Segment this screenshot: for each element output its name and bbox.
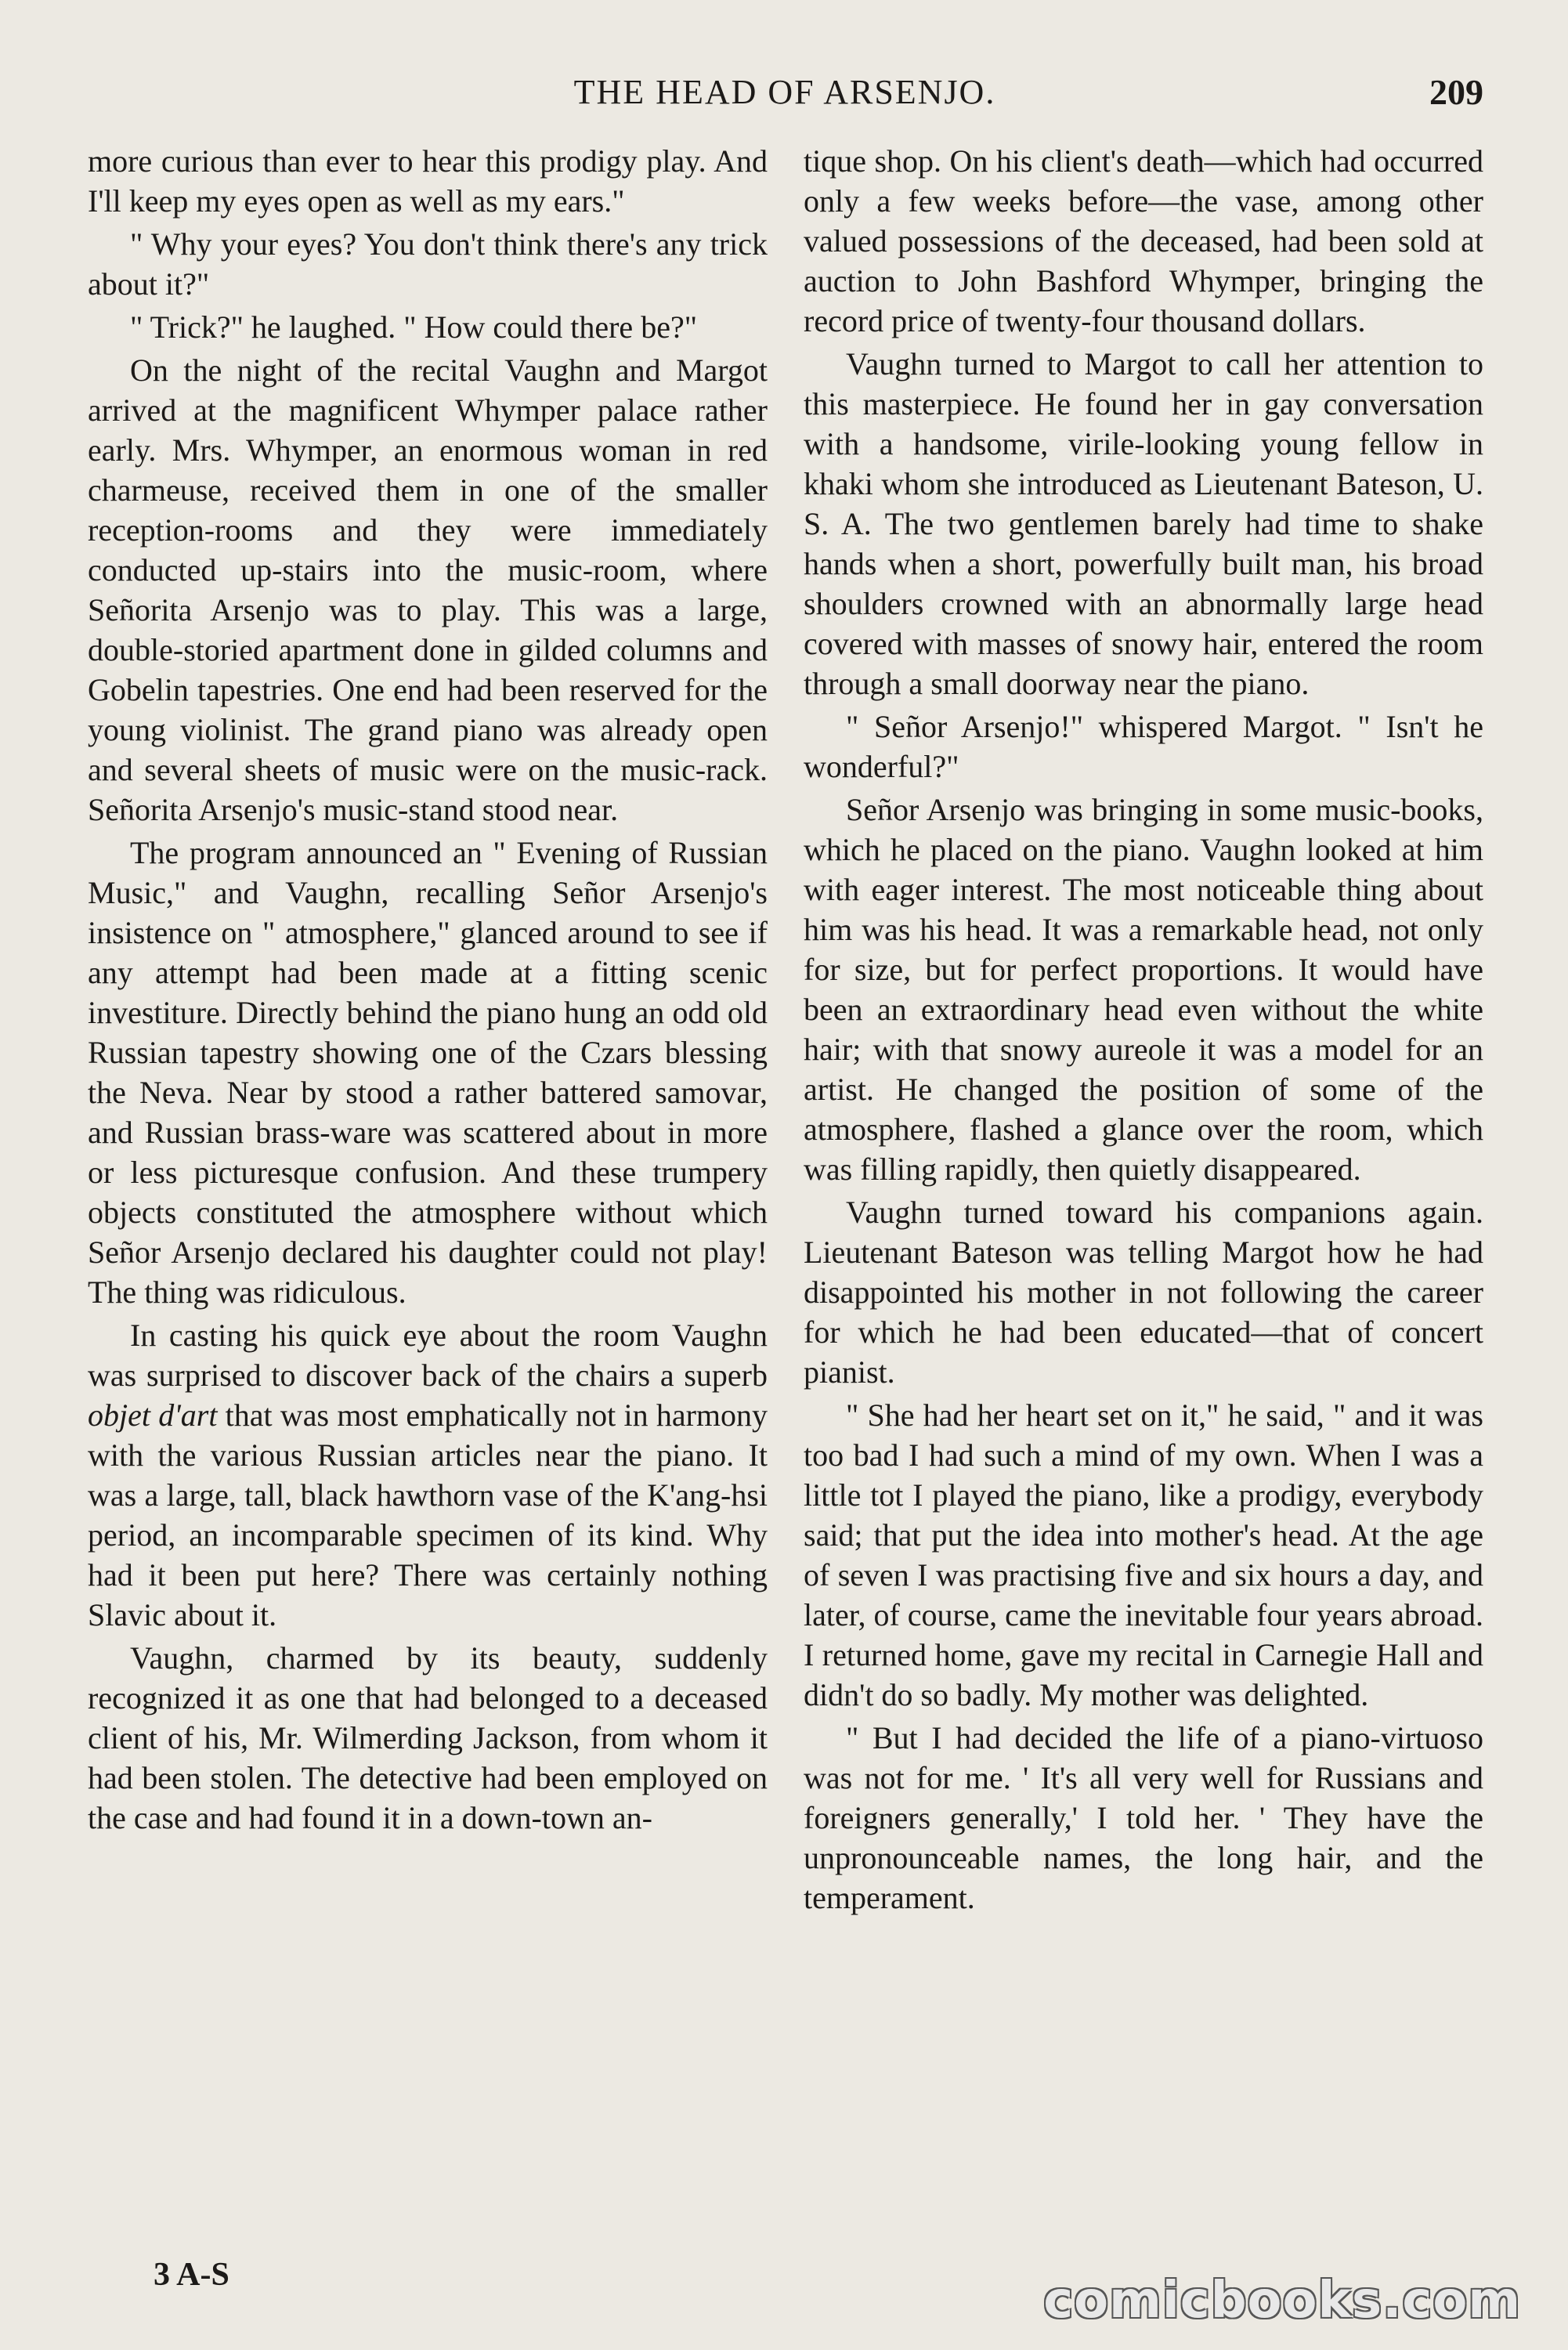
paragraph: " Trick?" he laughed. " How could there be?" — [130, 309, 698, 345]
text-run: In casting his quick eye about the room Vaughn was surprised to discover back of the chairs a superb — [88, 1318, 768, 1393]
paragraph: On the night of the recital Vaughn and Margot arrived at the magnificent Whymper palace rather early. Mrs. Whymper, an enormous woman in red charmeuse, received them in one of the smaller reception-rooms and they were immediately conducted up-stairs into the music-room, where Señorita Arsenjo was to play. This was a large, double-storied apartment done in gilded columns and Gobelin tapestries. One end had been reserved for the young violinist. The grand piano was already open and several sheets of music were on the music-rack. Señorita Arsenjo's music-stand stood near. — [88, 352, 768, 827]
paragraph: Vaughn turned to Margot to call her attention to this masterpiece. He found her in gay conversation with a handsome, virile-looking young fellow in khaki whom she introduced as Lieutenant Bateson, U. S. A. The two gentlemen barely had time to shake hands when a short, powerfully built man, his broad shoulders crowned with an abnormally large head covered with masses of snowy hair, entered the room through a small doorway near the piano. — [804, 346, 1483, 701]
left-column — [88, 141, 768, 1841]
paragraph-objet — [88, 1315, 768, 1635]
paragraph: " Why your eyes? You don't think there's any trick about it?" — [88, 226, 768, 302]
paragraph: Señor Arsenjo was bringing in some music-books, which he placed on the piano. Vaughn looked at him with eager interest. The most noticeable thing about him was his head. It was a remarkable head, not only for size, but for perfect proportions. It would have been an extraordinary head even without the white hair; with that snowy aureole it was a model for an artist. He changed the position of some of the atmosphere, flashed a glance over the room, which was filling rapidly, then quietly disappeared. — [804, 792, 1483, 1187]
paragraph: more curious than ever to hear this prodigy play. And I'll keep my eyes open as well as my ears." — [88, 143, 768, 219]
paragraph: Vaughn turned toward his companions again. Lieutenant Bateson was telling Margot how he had disappointed his mother in not following the career for which he had been educated—that of concert pianist. — [804, 1195, 1483, 1390]
page-number: 209 — [1429, 72, 1483, 112]
italic-phrase: objet d'art — [88, 1397, 218, 1433]
right-column — [804, 141, 1483, 1921]
paragraph: " She had her heart set on it," he said, " and it was too bad I had such a mind of my own. When I was a little tot I played the piano, like a prodigy, everybody said; that put the idea into mother's head. At the age of seven I was practising five and six hours a day, and later, of course, came the inevitable four years abroad. I returned home, gave my recital in Carnegie Hall and didn't do so badly. My mother was delighted. — [804, 1397, 1483, 1712]
paragraph: The program announced an " Evening of Russian Music," and Vaughn, recalling Señor Arsenjo's insistence on " atmosphere," glanced around to see if any attempt had been made at a fitting scenic investiture. Directly behind the piano hung an odd old Russian tapestry showing one of the Czars blessing the Neva. Near by stood a rather battered samovar, and Russian brass-ware was scattered about in more or less picturesque confusion. And these trumpery objects constituted the atmosphere without which Señor Arsenjo declared his daughter could not play! The thing was ridiculous. — [88, 835, 768, 1310]
paragraph: Vaughn, charmed by its beauty, suddenly recognized it as one that had belonged to a deceased client of his, Mr. Wilmerding Jackson, from whom it had been stolen. The detective had been employed on the case and had found it in a down-town an- — [88, 1640, 768, 1835]
paragraph: " Señor Arsenjo!" whispered Margot. " Isn't he wonderful?" — [804, 709, 1483, 784]
text-run: that was most emphatically not in harmony with the various Russian articles near the piano. It was a large, tall, black hawthorn vase of the K'ang-hsi period, an incomparable specimen of its kind. Why had it been put here? There was certainly nothing Slavic about it. — [88, 1397, 768, 1632]
watermark-logo: comicbooks.com — [1043, 2272, 1521, 2330]
signature-mark: 3 A-S — [154, 2257, 229, 2293]
paragraph: tique shop. On his client's death—which had occurred only a few weeks before—the vase, among other valued possessions of the deceased, had been sold at auction to John Bashford Whymper, bringing the record price of twenty-four thousand dollars. — [804, 143, 1483, 338]
running-header — [86, 69, 1483, 116]
running-title: THE HEAD OF ARSENJO. — [573, 73, 996, 111]
paragraph: " But I had decided the life of a piano-virtuoso was not for me. ' It's all very well for Russians and foreigners generally,' I told her. ' They have the unpronounceable names, the long hair, and the temperament. — [804, 1720, 1483, 1915]
